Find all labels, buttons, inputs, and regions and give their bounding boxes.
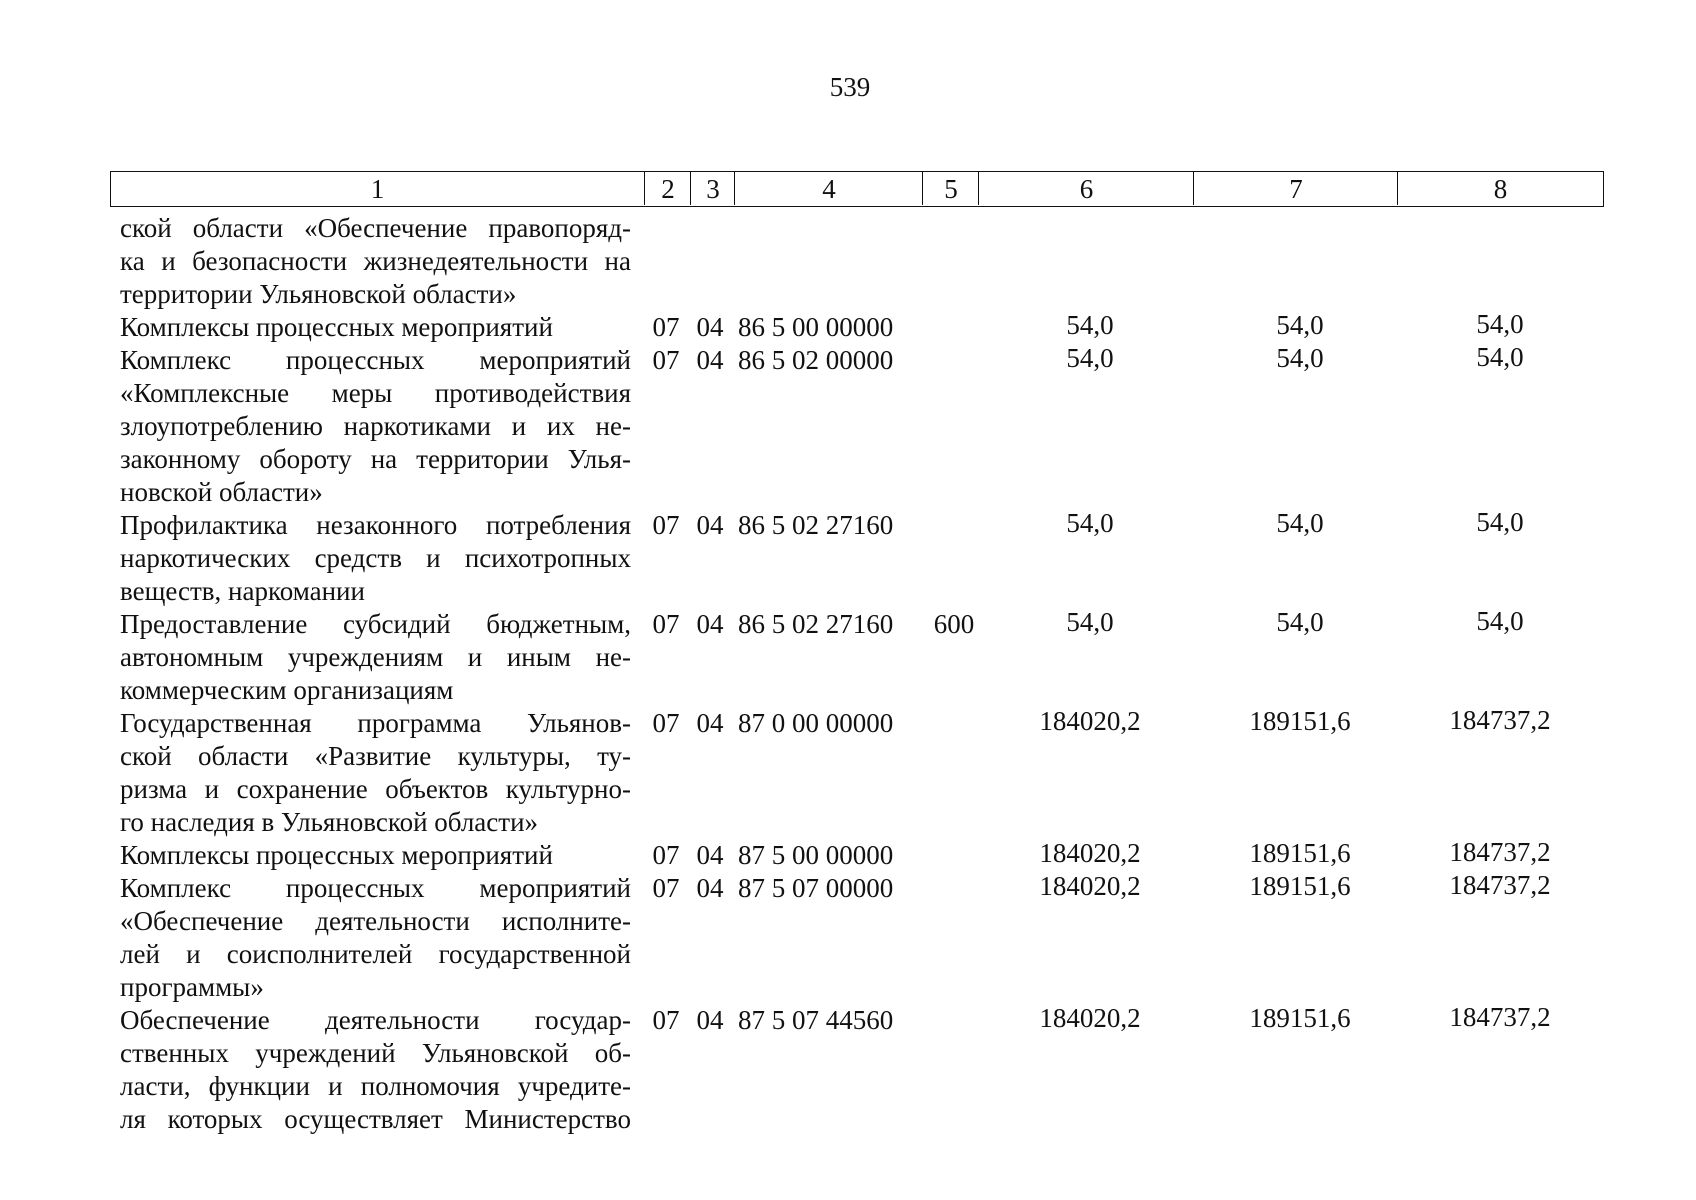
table-row-description bbox=[120, 1004, 631, 1136]
cell-section: 07 bbox=[652, 708, 680, 738]
description-line: коммерческим организациям bbox=[120, 675, 454, 705]
description-line: ской области «Обеспечение правопоряд- bbox=[120, 213, 631, 243]
description-line: Профилактика незаконного потребления bbox=[120, 510, 631, 540]
cell-section: 07 bbox=[652, 510, 680, 540]
cell-amount-col7: 54,0 bbox=[1276, 508, 1324, 538]
cell-amount-col7: 189151,6 bbox=[1249, 838, 1351, 868]
cell-amount-col7: 54,0 bbox=[1276, 310, 1324, 340]
cell-section: 07 bbox=[652, 312, 680, 342]
header-col-8: 8 bbox=[1397, 172, 1603, 205]
header-col-3: 3 bbox=[690, 172, 735, 205]
cell-subsection: 04 bbox=[696, 312, 724, 342]
description-line: Комплексы процессных мероприятий bbox=[120, 840, 553, 870]
cell-expense-type: 600 bbox=[933, 609, 975, 639]
cell-target-article: 87 5 07 44560 bbox=[738, 1005, 894, 1035]
cell-subsection: 04 bbox=[696, 708, 724, 738]
cell-amount-col8: 54,0 bbox=[1476, 507, 1524, 537]
cell-subsection: 04 bbox=[696, 510, 724, 540]
cell-subsection: 04 bbox=[696, 840, 724, 870]
description-line: злоупотреблению наркотиками и их не- bbox=[120, 411, 631, 441]
cell-subsection: 04 bbox=[696, 1005, 724, 1035]
cell-section: 07 bbox=[652, 840, 680, 870]
description-line: наркотических средств и психотропных bbox=[120, 543, 631, 573]
description-line: ля которых осуществляет Министерство bbox=[120, 1104, 631, 1134]
description-line: Государственная программа Ульянов- bbox=[120, 708, 631, 738]
cell-amount-col7: 189151,6 bbox=[1249, 706, 1351, 736]
description-line: веществ, наркомании bbox=[120, 576, 365, 606]
cell-target-article: 86 5 02 27160 bbox=[738, 510, 894, 540]
description-line: ризма и сохранение объектов культурно- bbox=[120, 774, 631, 804]
description-line: «Обеспечение деятельности исполните- bbox=[120, 906, 631, 936]
description-line: законному обороту на территории Улья- bbox=[120, 444, 631, 474]
cell-amount-col7: 189151,6 bbox=[1249, 1003, 1351, 1033]
description-line: автономным учреждениям и иным не- bbox=[120, 642, 631, 672]
cell-target-article: 87 0 00 00000 bbox=[738, 708, 894, 738]
cell-section: 07 bbox=[652, 873, 680, 903]
cell-target-article: 86 5 00 00000 bbox=[738, 312, 894, 342]
cell-amount-col7: 189151,6 bbox=[1249, 871, 1351, 901]
cell-amount-col6: 54,0 bbox=[1066, 310, 1114, 340]
description-line: территории Ульяновской области» bbox=[120, 279, 517, 309]
page-number: 539 bbox=[829, 72, 871, 102]
table-row-description bbox=[120, 212, 631, 311]
header-col-6: 6 bbox=[978, 172, 1194, 205]
cell-target-article: 87 5 07 00000 bbox=[738, 873, 894, 903]
table-row-description bbox=[120, 872, 631, 1004]
description-line: ласти, функции и полномочия учредите- bbox=[120, 1071, 631, 1101]
description-line: Комплекс процессных мероприятий bbox=[120, 345, 631, 375]
header-col-1: 1 bbox=[370, 174, 385, 204]
cell-amount-col6: 184020,2 bbox=[1039, 871, 1141, 901]
cell-amount-col8: 54,0 bbox=[1476, 606, 1524, 636]
cell-section: 07 bbox=[652, 1005, 680, 1035]
cell-subsection: 04 bbox=[696, 609, 724, 639]
table-row-description bbox=[120, 608, 631, 707]
description-line: лей и соисполнителей государственной bbox=[120, 939, 631, 969]
cell-amount-col6: 54,0 bbox=[1066, 607, 1114, 637]
cell-amount-col6: 184020,2 bbox=[1039, 1003, 1141, 1033]
cell-subsection: 04 bbox=[696, 345, 724, 375]
cell-amount-col8: 184737,2 bbox=[1449, 870, 1551, 900]
table-row-description bbox=[120, 344, 631, 509]
description-line: го наследия в Ульяновской области» bbox=[120, 807, 539, 837]
cell-section: 07 bbox=[652, 609, 680, 639]
cell-amount-col6: 184020,2 bbox=[1039, 706, 1141, 736]
cell-amount-col8: 184737,2 bbox=[1449, 837, 1551, 867]
cell-amount-col8: 54,0 bbox=[1476, 342, 1524, 372]
table-header bbox=[110, 171, 1604, 207]
description-line: «Комплексные меры противодействия bbox=[120, 378, 631, 408]
description-line: ской области «Развитие культуры, ту- bbox=[120, 741, 631, 771]
description-line: программы» bbox=[120, 972, 264, 1002]
cell-target-article: 86 5 02 00000 bbox=[738, 345, 894, 375]
cell-amount-col7: 54,0 bbox=[1276, 343, 1324, 373]
header-col-5: 5 bbox=[922, 172, 979, 205]
cell-target-article: 86 5 02 27160 bbox=[738, 609, 894, 639]
table-row-description bbox=[120, 839, 631, 872]
cell-amount-col6: 54,0 bbox=[1066, 508, 1114, 538]
cell-section: 07 bbox=[652, 345, 680, 375]
description-line: ственных учреждений Ульяновской об- bbox=[120, 1038, 631, 1068]
cell-amount-col7: 54,0 bbox=[1276, 607, 1324, 637]
header-col-2: 2 bbox=[644, 172, 691, 205]
table-row-description bbox=[120, 509, 631, 608]
cell-amount-col6: 184020,2 bbox=[1039, 838, 1141, 868]
description-line: Обеспечение деятельности государ- bbox=[120, 1005, 631, 1035]
cell-subsection: 04 bbox=[696, 873, 724, 903]
description-line: ка и безопасности жизнедеятельности на bbox=[120, 246, 631, 276]
header-col-4: 4 bbox=[734, 172, 923, 205]
table-row-description bbox=[120, 707, 631, 839]
cell-amount-col6: 54,0 bbox=[1066, 343, 1114, 373]
table-row-description bbox=[120, 311, 631, 344]
cell-amount-col8: 184737,2 bbox=[1449, 705, 1551, 735]
description-line: Предоставление субсидий бюджетным, bbox=[120, 609, 631, 639]
description-line: Комплекс процессных мероприятий bbox=[120, 873, 631, 903]
description-line: новской области» bbox=[120, 477, 323, 507]
header-col-7: 7 bbox=[1193, 172, 1398, 205]
description-line: Комплексы процессных мероприятий bbox=[120, 312, 553, 342]
cell-amount-col8: 54,0 bbox=[1476, 309, 1524, 339]
cell-amount-col8: 184737,2 bbox=[1449, 1002, 1551, 1032]
cell-target-article: 87 5 00 00000 bbox=[738, 840, 894, 870]
